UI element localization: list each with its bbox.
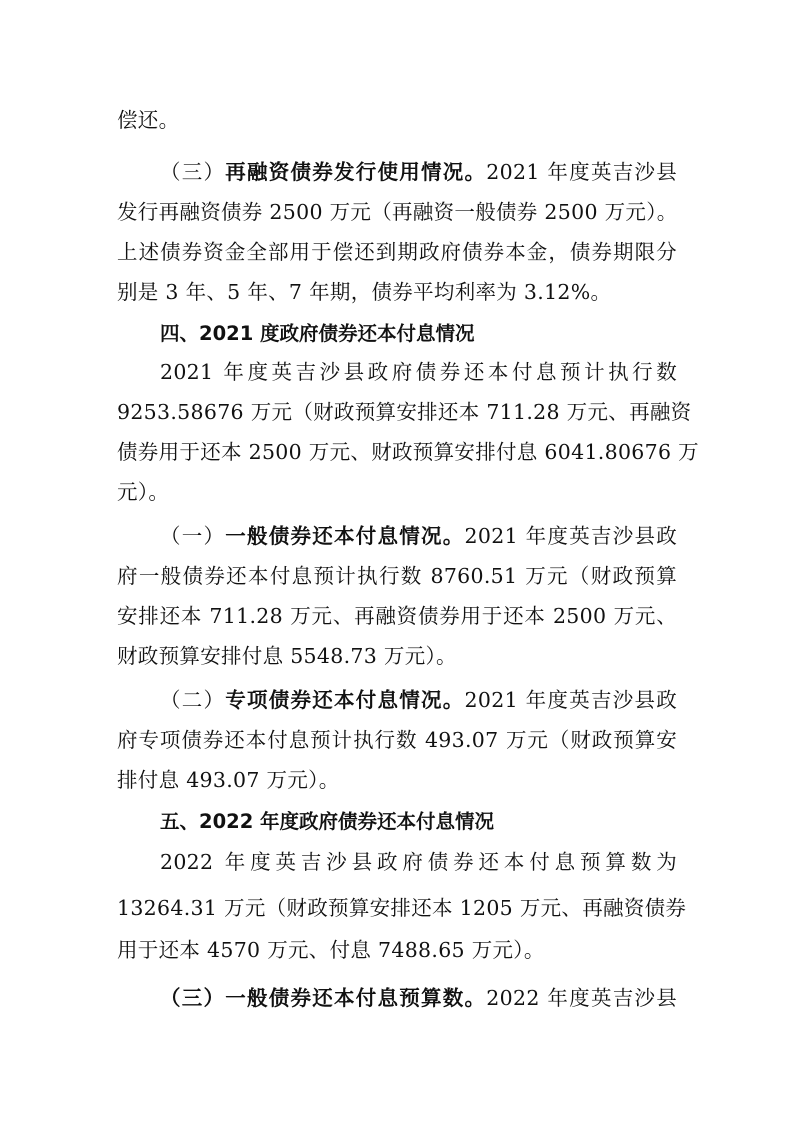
text-line: 安排还本 711.28 万元、再融资债券用于还本 2500 万元、 (117, 604, 677, 628)
text-line: 排付息 493.07 万元）。 (117, 768, 340, 792)
text-span: 2021 年度英吉沙县政 (464, 524, 677, 548)
subsection-3b-first-line (160, 984, 677, 1012)
text-line: 上述债券资金全部用于偿还到期政府债券本金，债券期限分 (117, 240, 677, 264)
text-line: 2021 年度英吉沙县政府债券还本付息预计执行数 (160, 360, 677, 384)
text-span: 2021 年度英吉沙县政 (464, 688, 677, 712)
subsection-label: （二） (160, 688, 226, 712)
subsection-title: 一般债券还本付息预算数。 (225, 986, 487, 1010)
text-line: 发行再融资债券 2500 万元（再融资一般债券 2500 万元）。 (117, 200, 678, 224)
subsection-label: （三） (160, 160, 226, 184)
subsection-2-first-line (160, 686, 677, 714)
section-heading-5: 五、2022 年度政府债券还本付息情况 (160, 810, 495, 833)
subsection-label: （三） (160, 986, 226, 1010)
subsection-3-first-line (160, 158, 677, 186)
section-heading-4: 四、2021 度政府债券还本付息情况 (160, 322, 475, 345)
text-line: 元）。 (117, 480, 170, 504)
text-line: 偿还。 (117, 108, 180, 132)
text-line: 别是 3 年、5 年、7 年期，债券平均利率为 3.12%。 (117, 280, 612, 304)
subsection-title: 一般债券还本付息情况。 (225, 524, 465, 548)
text-line: 府一般债券还本付息预计执行数 8760.51 万元（财政预算 (117, 564, 677, 588)
subsection-label: （一） (160, 524, 226, 548)
subsection-title: 再融资债券发行使用情况。 (225, 160, 487, 184)
text-line: 9253.58676 万元（财政预算安排还本 711.28 万元、再融资 (117, 400, 692, 424)
text-line: 债券用于还本 2500 万元、财政预算安排付息 6041.80676 万 (117, 440, 699, 464)
text-line: 财政预算安排付息 5548.73 万元）。 (117, 644, 457, 668)
text-span: 2022 年度英吉沙县 (486, 986, 677, 1010)
text-line: 府专项债券还本付息预计执行数 493.07 万元（财政预算安 (117, 728, 677, 752)
subsection-1-first-line (160, 522, 677, 550)
text-span: 2021 年度英吉沙县 (486, 160, 677, 184)
text-line: 2022 年度英吉沙县政府债券还本付息预算数为 (160, 850, 677, 874)
subsection-title: 专项债券还本付息情况。 (225, 688, 465, 712)
text-line: 13264.31 万元（财政预算安排还本 1205 万元、再融资债券 (117, 896, 687, 920)
text-line: 用于还本 4570 万元、付息 7488.65 万元）。 (117, 938, 545, 962)
